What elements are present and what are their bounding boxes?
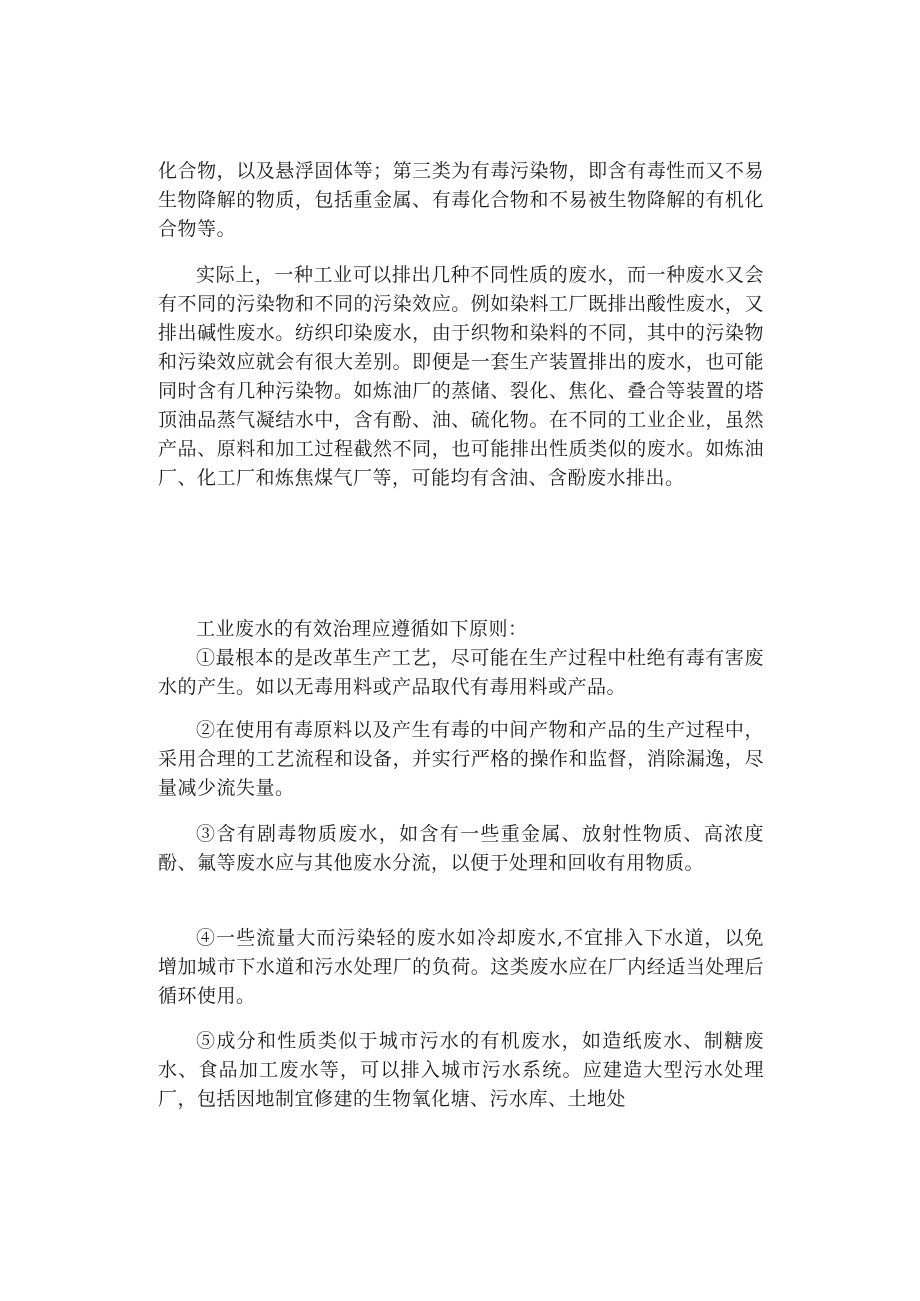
principle-3: ③含有剧毒物质废水，如含有一些重金属、放射性物质、高浓度酚、氟等废水应与其他废水分流，以便于处理和回收有用物质。: [158, 823, 764, 874]
principle-1: ①最根本的是改革生产工艺，尽可能在生产过程中杜绝有毒有害废水的产生。如以无毒用料或产品取代有毒用料或产品。: [158, 647, 764, 698]
principle-2: ②在使用有毒原料以及产生有毒的中间产物和产品的生产过程中，采用合理的工艺流程和设备，并实行严格的操作和监督，消除漏逸，尽量减少流失量。: [158, 719, 764, 799]
paragraph-industrial-wastewater: 实际上，一种工业可以排出几种不同性质的废水，而一种废水又会有不同的污染物和不同的污染效应。例如染料工厂既排出酸性废水，又排出碱性废水。纺织印染废水，由于织物和染料的不同，其中的污染物和污染效应就会有很大差别。即便是一套生产装置排出的废水，也可能同时含有几种污染物。如炼油厂的蒸储、裂化、焦化、叠合等装置的塔顶油品蒸气凝结水中，含有酚、油、硫化物。在不同的工业企业，虽然产品、原料和加工过程截然不同，也可能排出性质类似的废水。如炼油厂、化工厂和炼焦煤气厂等，可能均有含油、含酚废水排出。: [158, 264, 764, 489]
principles-intro: 工业废水的有效治理应遵循如下原则：: [196, 618, 528, 640]
paragraph-continuation: 化合物，以及悬浮固体等；第三类为有毒污染物，即含有毒性而又不易生物降解的物质，包括重金属、有毒化合物和不易被生物降解的有机化合物等。: [158, 160, 764, 240]
principle-4: ④一些流量大而污染轻的废水如冷却废水,不宜排入下水道，以免增加城市下水道和污水处理厂的负荷。这类废水应在厂内经适当处理后循环使用。: [158, 927, 764, 1007]
principle-5: ⑤成分和性质类似于城市污水的有机废水，如造纸废水、制糖废水、食品加工废水等，可以排入城市污水系统。应建造大型污水处理厂，包括因地制宜修建的生物氧化塘、污水库、土地处: [158, 1030, 764, 1110]
